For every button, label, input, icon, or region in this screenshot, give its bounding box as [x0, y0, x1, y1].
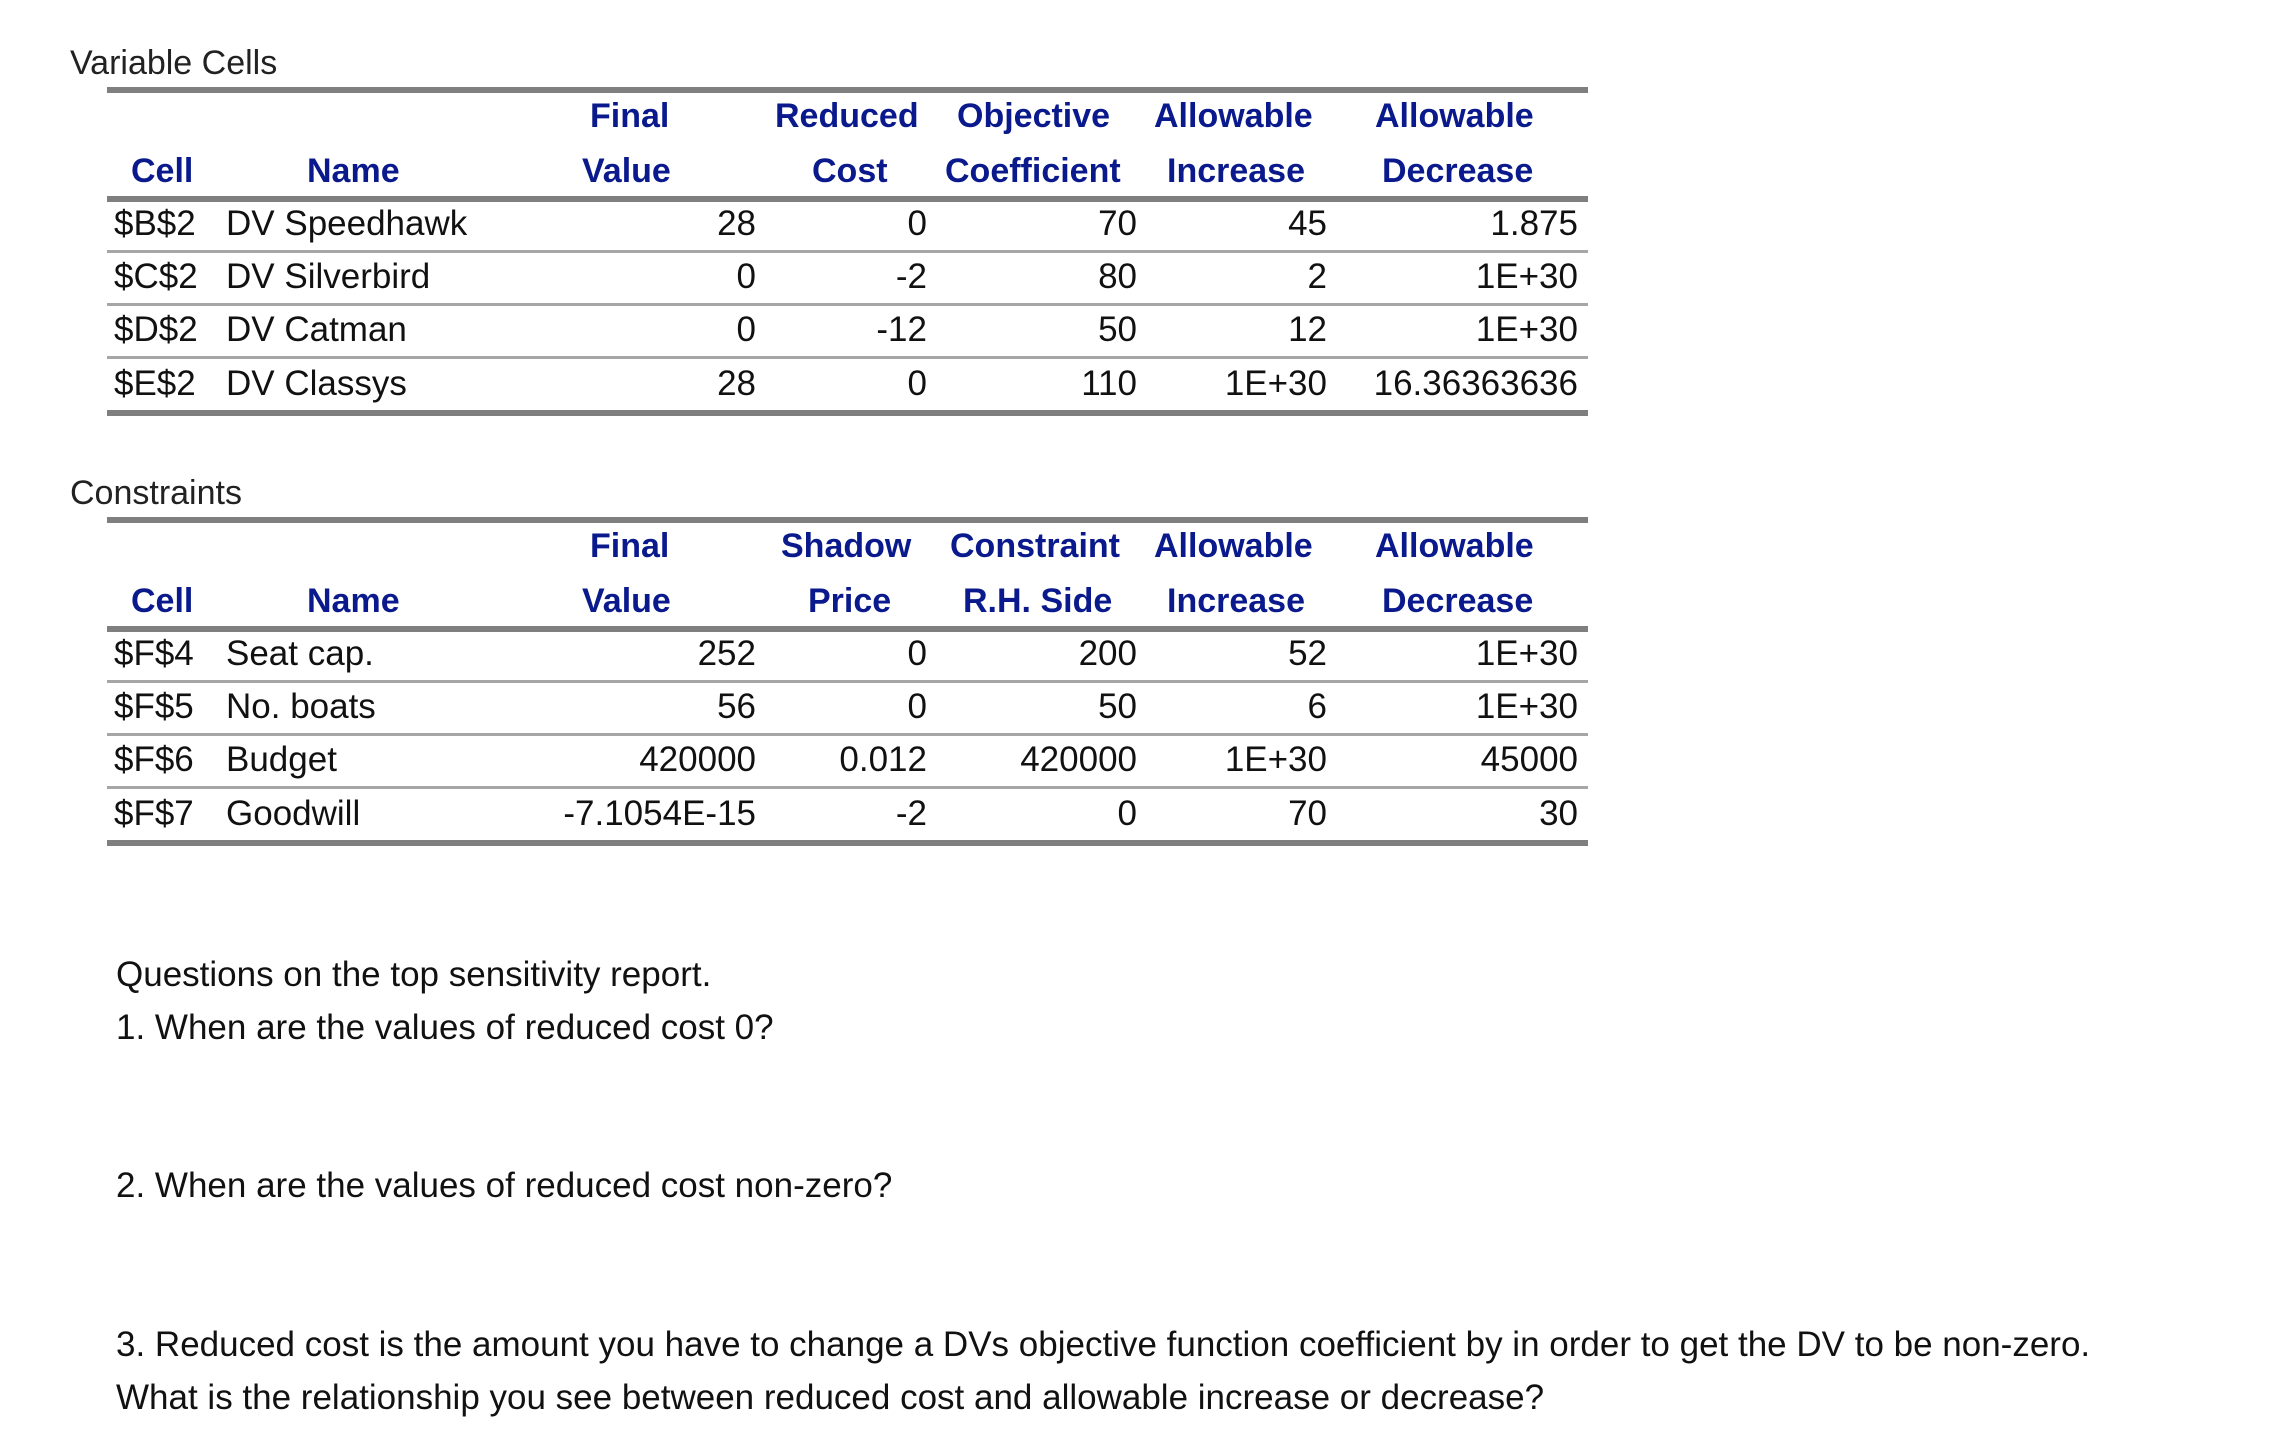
- row-divider: [107, 680, 1588, 683]
- row4-rhs: 0: [1117, 794, 1137, 833]
- row1-name: Seat cap.: [226, 634, 374, 673]
- header-objective-line1: Objective: [957, 97, 1111, 135]
- header-reduced-line2: Cost: [812, 152, 888, 190]
- question-2: 2. When are the values of reduced cost non-zero?: [116, 1166, 893, 1205]
- header-reduced-line1: Reduced: [775, 97, 919, 135]
- row1-cell: $F$4: [114, 634, 194, 673]
- header-bottom-rule: [107, 626, 1588, 632]
- row4-decrease: 30: [1539, 794, 1578, 833]
- row1-decrease: 1E+30: [1475, 634, 1578, 673]
- row4-name: Goodwill: [226, 794, 361, 833]
- header-decrease-line1: Allowable: [1375, 527, 1534, 565]
- row4-name: DV Classys: [226, 364, 407, 403]
- row-divider: [107, 250, 1588, 253]
- question-3-line2: What is the relationship you see between reduced cost and allowable increase or decrease?: [116, 1378, 1545, 1417]
- header-final-line2: Value: [582, 152, 671, 190]
- row2-increase: 2: [1307, 257, 1327, 296]
- row2-decrease: 1E+30: [1475, 687, 1578, 726]
- row2-rhs: 50: [1098, 687, 1137, 726]
- row1-final: 252: [697, 634, 756, 673]
- row3-decrease: 1E+30: [1475, 310, 1578, 349]
- row3-final: 420000: [639, 740, 756, 779]
- table-bottom-rule: [107, 840, 1588, 846]
- row1-cell: $B$2: [114, 204, 196, 243]
- table-top-rule: [107, 87, 1588, 93]
- row3-increase: 1E+30: [1224, 740, 1327, 779]
- row3-shadow: 0.012: [839, 740, 927, 779]
- header-constraint-line2: R.H. Side: [963, 582, 1113, 620]
- constraints-title: Constraints: [70, 474, 242, 512]
- row1-shadow: 0: [907, 634, 927, 673]
- question-1: 1. When are the values of reduced cost 0?: [116, 1008, 774, 1047]
- row3-name: Budget: [226, 740, 337, 779]
- row1-final: 28: [717, 204, 756, 243]
- variable-cells-title: Variable Cells: [70, 44, 278, 82]
- header-increase-line1: Allowable: [1154, 527, 1313, 565]
- header-final-line2: Value: [582, 582, 671, 620]
- row4-shadow: -2: [895, 794, 927, 833]
- header-final-line1: Final: [590, 97, 670, 135]
- row4-final: 28: [717, 364, 756, 403]
- header-decrease-line2: Decrease: [1382, 582, 1534, 620]
- header-decrease-line1: Allowable: [1375, 97, 1534, 135]
- header-name: Name: [307, 152, 400, 190]
- table-top-rule: [107, 517, 1588, 523]
- header-increase-line2: Increase: [1167, 152, 1305, 190]
- questions-intro: Questions on the top sensitivity report.: [116, 955, 712, 994]
- row-divider: [107, 786, 1588, 789]
- row-divider: [107, 733, 1588, 736]
- row1-decrease: 1.875: [1490, 204, 1578, 243]
- header-increase-line2: Increase: [1167, 582, 1305, 620]
- header-bottom-rule: [107, 196, 1588, 202]
- row2-final: 56: [717, 687, 756, 726]
- row2-cell: $F$5: [114, 687, 194, 726]
- row3-increase: 12: [1288, 310, 1327, 349]
- question-3-line1: 3. Reduced cost is the amount you have to change a DVs objective function coefficient by in order to get the DV to be non-zero.: [116, 1325, 2091, 1364]
- row2-name: DV Silverbird: [226, 257, 431, 296]
- row1-increase: 45: [1288, 204, 1327, 243]
- row1-name: DV Speedhawk: [226, 204, 468, 243]
- row2-cell: $C$2: [114, 257, 198, 296]
- table-bottom-rule: [107, 410, 1588, 416]
- row1-reduced: 0: [907, 204, 927, 243]
- header-constraint-line1: Constraint: [950, 527, 1120, 565]
- header-increase-line1: Allowable: [1154, 97, 1313, 135]
- header-decrease-line2: Decrease: [1382, 152, 1534, 190]
- row3-cell: $D$2: [114, 310, 198, 349]
- row-divider: [107, 356, 1588, 359]
- row4-decrease: 16.36363636: [1373, 364, 1578, 403]
- header-final-line1: Final: [590, 527, 670, 565]
- header-cell: Cell: [131, 152, 194, 190]
- row4-increase: 1E+30: [1224, 364, 1327, 403]
- header-name: Name: [307, 582, 400, 620]
- row1-objective: 70: [1098, 204, 1137, 243]
- row4-cell: $E$2: [114, 364, 196, 403]
- row4-final: -7.1054E-15: [563, 794, 756, 833]
- row3-name: DV Catman: [226, 310, 407, 349]
- row4-objective: 110: [1081, 364, 1137, 403]
- row1-rhs: 200: [1078, 634, 1137, 673]
- row4-cell: $F$7: [114, 794, 194, 833]
- row3-final: 0: [736, 310, 756, 349]
- row3-cell: $F$6: [114, 740, 194, 779]
- row3-objective: 50: [1098, 310, 1137, 349]
- row-divider: [107, 303, 1588, 306]
- header-objective-line2: Coefficient: [945, 152, 1121, 190]
- row3-reduced: -12: [876, 310, 927, 349]
- row4-reduced: 0: [907, 364, 927, 403]
- row3-decrease: 45000: [1480, 740, 1578, 779]
- row2-reduced: -2: [895, 257, 927, 296]
- row2-increase: 6: [1307, 687, 1327, 726]
- row2-objective: 80: [1098, 257, 1137, 296]
- row2-final: 0: [736, 257, 756, 296]
- header-cell: Cell: [131, 582, 194, 620]
- row2-name: No. boats: [226, 687, 376, 726]
- row3-rhs: 420000: [1020, 740, 1137, 779]
- row2-decrease: 1E+30: [1475, 257, 1578, 296]
- row4-increase: 70: [1288, 794, 1327, 833]
- row2-shadow: 0: [907, 687, 927, 726]
- header-shadow-line1: Shadow: [781, 527, 912, 565]
- header-shadow-line2: Price: [808, 582, 892, 620]
- row1-increase: 52: [1288, 634, 1327, 673]
